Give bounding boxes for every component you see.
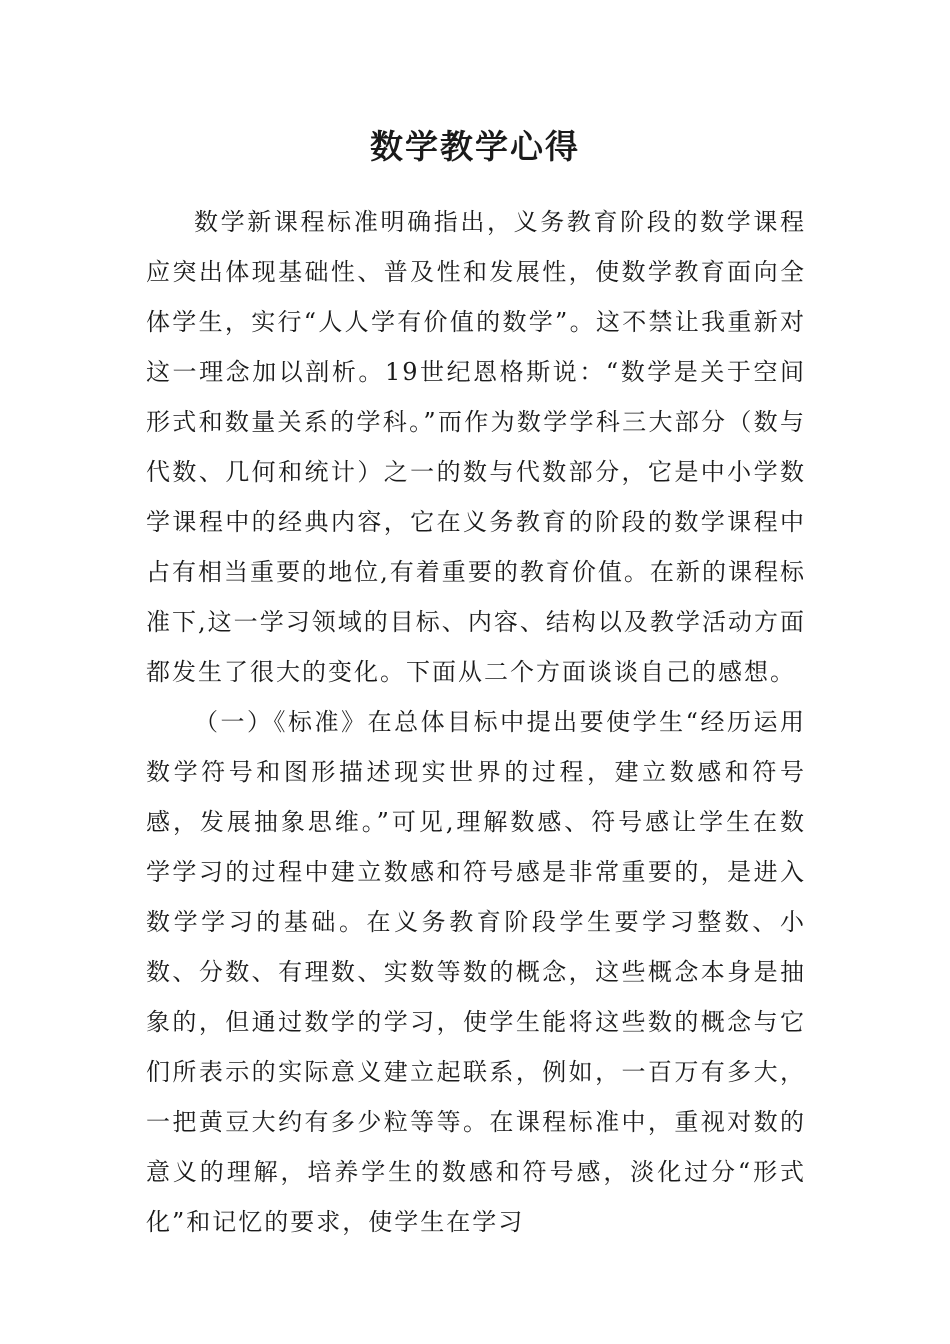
document-title: 数学教学心得	[370, 127, 580, 166]
paragraph-section-one: （一）《标准》在总体目标中提出要使学生“经历运用数学符号和图形描述现实世界的过程，建立数感和符号感，发展抽象思维。”可见,理解数感、符号感让学生在数学学习的过程中建立数感和符号感是非常重要的，是进入数学学习的基础。在义务教育阶段学生要学习整数、小数、分数、有理数、实数等数的概念，这些概念本身是抽象的，但通过数学的学习，使学生能将这些数的概念与它们所表示的实际意义建立起联系，例如，一百万有多大，一把黄豆大约有多少粒等等。在课程标准中，重视对数的意义的理解，培养学生的数感和符号感，淡化过分“形式化”和记忆的要求，使学生在学习	[146, 708, 806, 1236]
paragraph-intro: 数学新课程标准明确指出，义务教育阶段的数学课程应突出体现基础性、普及性和发展性，使数学教育面向全体学生，实行“人人学有价值的数学”。这不禁让我重新对这一理念加以剖析。19世纪恩格斯说：“数学是关于空间形式和数量关系的学科。”而作为数学学科三大部分（数与代数、几何和统计）之一的数与代数部分，它是中小学数学课程中的经典内容，它在义务教育的阶段的数学课程中占有相当重要的地位,有着重要的教育价值。在新的课程标准下,这一学习领域的目标、内容、结构以及教学活动方面都发生了很大的变化。下面从二个方面谈谈自己的感想。	[146, 208, 806, 686]
document-body	[146, 197, 806, 1247]
